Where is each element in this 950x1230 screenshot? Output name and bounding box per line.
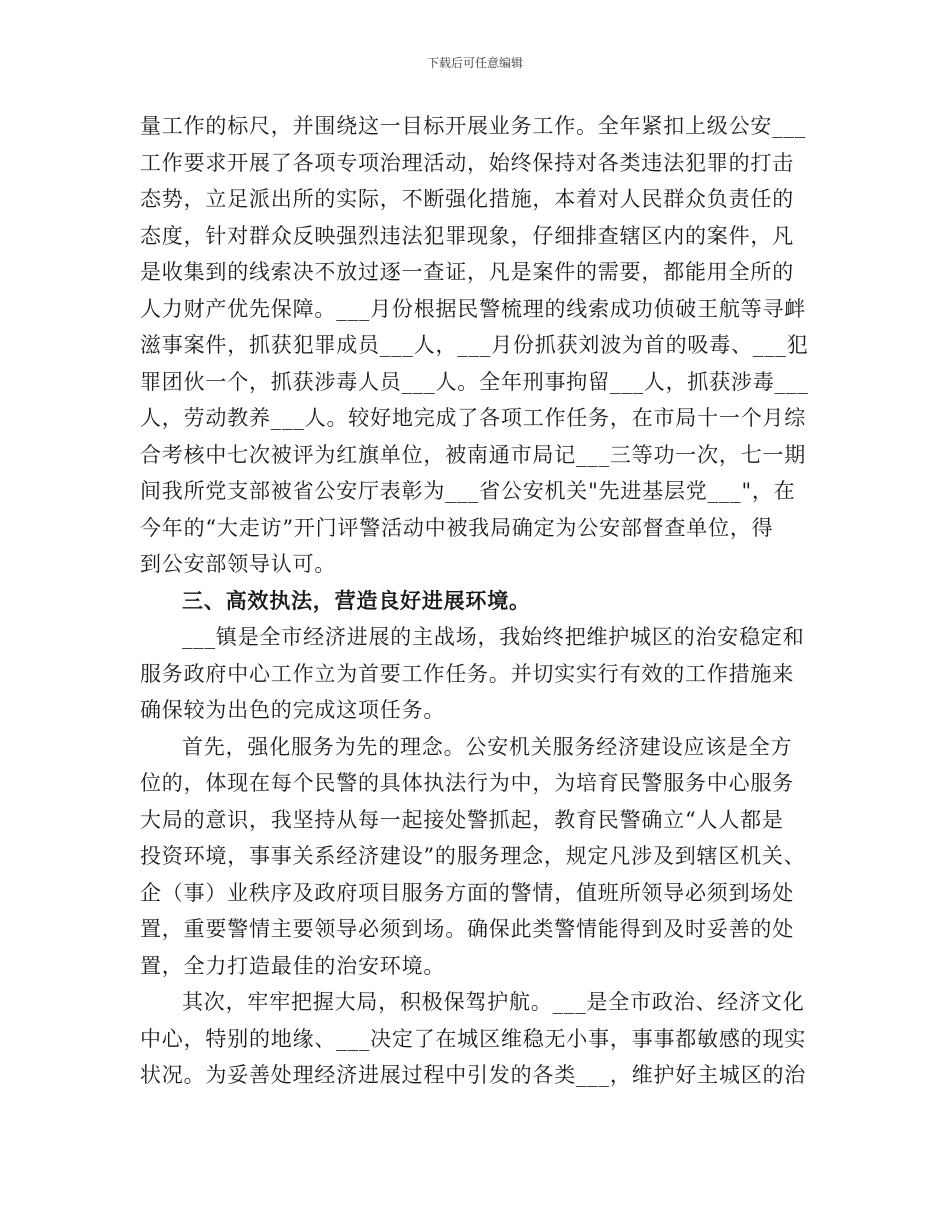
text-line: 工作要求开展了各项专项治理活动，始终保持对各类违法犯罪的打击 [140,150,794,175]
text-line: 态度，针对群众反映强烈违法犯罪现象，仔细排查辖区内的案件，凡 [140,223,794,248]
text-line: 中心，特别的地缘、___决定了在城区维稳无小事，事事都敏感的现实 [140,1026,807,1051]
text-line: 今年的“大走访”开门评警活动中被我局确定为公安部督查单位，得 [140,515,774,540]
text-line: ___镇是全市经济进展的主战场，我始终把维护城区的治安稳定和 [182,625,805,649]
text-line: 其次，牢牢把握大局，积极保驾护航。___是全市政治、经济文化 [182,990,805,1014]
text-line: 服务政府中心工作立为首要工作任务。并切实实行有效的工作措施来 [140,661,794,686]
text-line: 态势，立足派出所的实际，不断强化措施，本着对人民群众负责任的 [140,187,794,211]
text-line: 位的，体现在每个民警的具体执法行为中，为培育民警服务中心服务 [140,771,794,795]
text-line: 滋事案件，抓获犯罪成员___人，___月份抓获刘波为首的吸毒、___犯 [140,333,809,357]
text-line: 是收集到的线索决不放过逐一查证，凡是案件的需要，都能用全所的 [140,260,794,284]
document-body [140,108,830,1094]
text-line: 投资环境，事事关系经济建设”的服务理念，规定凡涉及到辖区机关、 [140,844,806,868]
text-line: 罪团伙一个，抓获涉毒人员___人。全年刑事拘留___人，抓获涉毒___ [140,369,809,394]
text-line: 企（事）业秩序及政府项目服务方面的警情，值班所领导必须到场处 [140,880,794,905]
text-line: 置，重要警情主要领导必须到场。确保此类警情能得到及时妥善的处 [140,917,794,941]
page-header: 下载后可任意编辑 [426,56,523,70]
text-line: 首先，强化服务为先的理念。公安机关服务经济建设应该是全方 [182,734,793,759]
text-line: 状况。为妥善处理经济进展过程中引发的各类___，维护好主城区的治 [140,1063,807,1087]
text-line: 置，全力打造最佳的治安环境。 [140,953,446,978]
text-line: 合考核中七次被评为红旗单位，被南通市局记___三等功一次，七一期 [140,442,807,467]
text-line: 量工作的标尺，并围绕这一目标开展业务工作。全年紧扣上级公安___ [140,114,807,138]
section-heading: 三、高效执法，营造良好进展环境。 [182,587,531,613]
text-line: 大局的意识，我坚持从每一起接处警抓起，教育民警确立“人人都是 [140,807,784,832]
text-line: 人力财产优先保障。___月份根据民警梳理的线索成功侦破王航等寻衅 [140,296,807,321]
text-line: 人，劳动教养___人。较好地完成了各项工作任务，在市局十一个月综 [140,406,807,430]
text-line: 间我所党支部被省公安厅表彰为___省公安机关"先进基层党___"，在 [140,479,796,503]
text-line: 到公安部领导认可。 [140,552,337,576]
text-line: 确保较为出色的完成这项任务。 [140,698,446,722]
